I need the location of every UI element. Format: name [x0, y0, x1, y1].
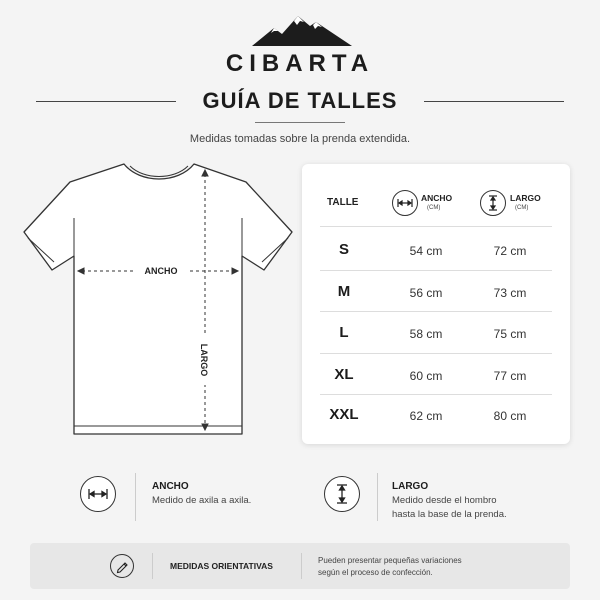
- info-divider: [377, 473, 378, 521]
- tshirt-diagram: [20, 158, 296, 444]
- row-divider: [320, 394, 552, 395]
- width-cell: 62 cm: [409, 409, 443, 423]
- page-subtitle: Medidas tomadas sobre la prenda extendida.: [189, 133, 411, 145]
- footer-divider: [152, 553, 153, 579]
- footer-text-line1: Pueden presentar pequeñas variaciones: [318, 556, 462, 565]
- row-divider: [320, 311, 552, 312]
- length-ruler-icon: [480, 190, 506, 216]
- length-cell: 72 cm: [493, 244, 527, 258]
- footer-divider: [301, 553, 302, 579]
- header-size: TALLE: [327, 197, 359, 208]
- info-length-text-line2: hasta la base de la prenda.: [392, 509, 507, 520]
- header-length-unit: (CM): [515, 205, 529, 211]
- length-cell: 80 cm: [493, 409, 527, 423]
- footer-bar: [30, 543, 570, 589]
- length-cell: 73 cm: [493, 286, 527, 300]
- title-block: [0, 88, 600, 116]
- size-cell: L: [339, 324, 349, 341]
- width-ruler-icon: [80, 476, 116, 512]
- title-underline: [255, 122, 345, 123]
- brand-name: CIBARTA: [225, 50, 375, 77]
- length-label: LARGO: [199, 335, 209, 385]
- size-cell: M: [337, 283, 351, 300]
- header-length: LARGO: [510, 193, 541, 203]
- header-width: ANCHO: [421, 193, 453, 203]
- length-ruler-icon: [324, 476, 360, 512]
- width-cell: 56 cm: [409, 286, 443, 300]
- info-width-text: Medido de axila a axila.: [152, 495, 252, 506]
- row-divider: [320, 270, 552, 271]
- footer-text-line2: según el proceso de confección.: [318, 568, 433, 577]
- size-table: [302, 164, 570, 444]
- width-ruler-icon: [392, 190, 418, 216]
- footer-label: MEDIDAS ORIENTATIVAS: [170, 561, 273, 571]
- length-cell: 75 cm: [493, 327, 527, 341]
- mountain-logo-icon: [252, 12, 352, 48]
- width-cell: 60 cm: [409, 369, 443, 383]
- info-length-title: LARGO: [392, 481, 429, 492]
- length-cell: 77 cm: [493, 369, 527, 383]
- width-label: ANCHO: [134, 266, 188, 276]
- width-cell: 58 cm: [409, 327, 443, 341]
- page-title: GUÍA DE TALLES: [202, 88, 398, 113]
- size-cell: XL: [334, 366, 354, 383]
- pencil-icon: [110, 554, 134, 578]
- info-divider: [135, 473, 136, 521]
- row-divider: [320, 226, 552, 227]
- info-width-title: ANCHO: [152, 481, 189, 492]
- row-divider: [320, 353, 552, 354]
- tshirt-outline: [24, 164, 292, 434]
- header-width-unit: (CM): [427, 205, 441, 211]
- size-cell: S: [338, 241, 349, 258]
- size-cell: XXL: [329, 406, 359, 423]
- width-cell: 54 cm: [409, 244, 443, 258]
- info-length-text-line1: Medido desde el hombro: [392, 495, 497, 506]
